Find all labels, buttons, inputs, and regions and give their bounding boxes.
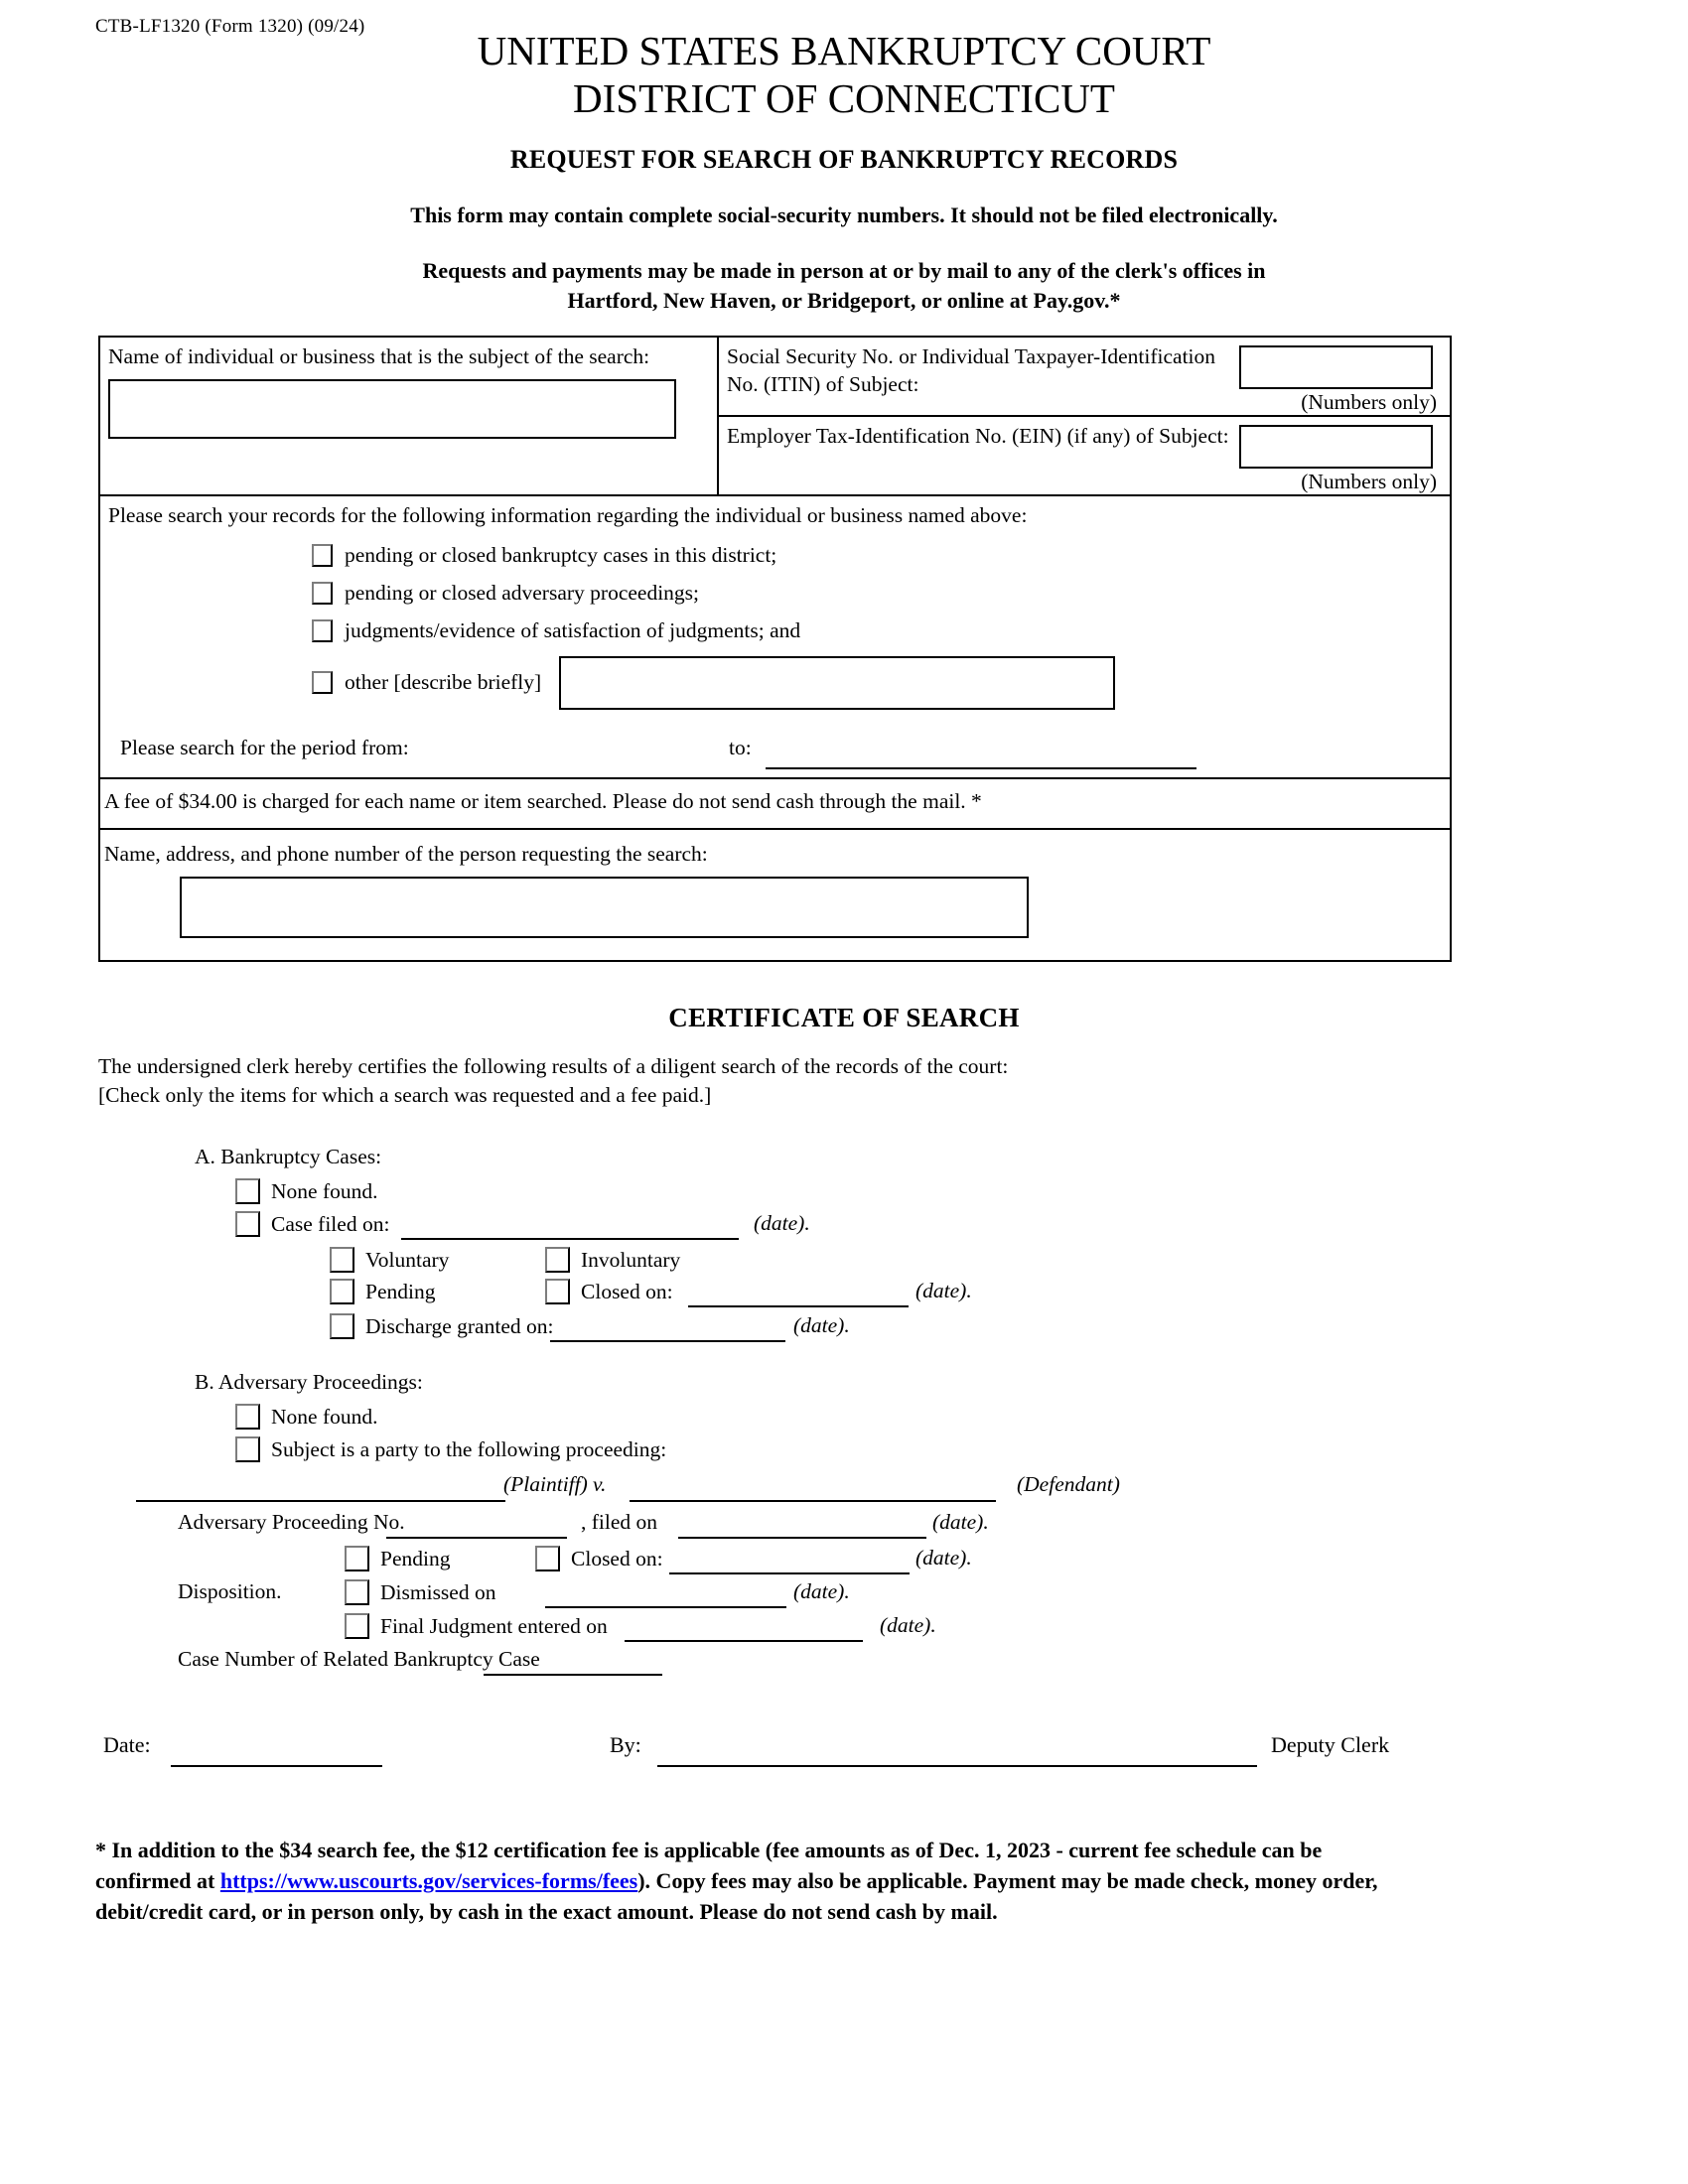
search-period-row: [108, 736, 1450, 777]
section-a-discharge[interactable]: [330, 1313, 553, 1339]
ssn-block: [719, 338, 1450, 417]
checkbox-icon[interactable]: [235, 1404, 260, 1430]
checkbox-icon[interactable]: [330, 1279, 354, 1304]
section-b-filed-on-date-note: (date).: [932, 1510, 989, 1534]
section-b-subject-party-row: [98, 1436, 1459, 1472]
section-b-none-found-row: [98, 1404, 1459, 1436]
section-b-dismissed-on[interactable]: [345, 1579, 495, 1605]
section-b-closed-on-label: Closed on:: [571, 1546, 663, 1570]
search-period-to-label: to:: [729, 735, 752, 759]
checkbox-icon[interactable]: [330, 1247, 354, 1273]
requester-label: Name, address, and phone number of the person requesting the search:: [104, 841, 708, 866]
section-b-adv-proc-row: [98, 1510, 1459, 1546]
section-a-pending[interactable]: [330, 1279, 435, 1304]
subject-tax-ids-cell: [719, 338, 1450, 494]
requester-input[interactable]: [180, 877, 1029, 938]
fee-footnote-part1: * In addition to the $34 search fee, the $12 certification fee is applicable (fee amounts as of Dec. 1, 2023 - current fee schedule can be confirmed at: [95, 1838, 1323, 1894]
section-a-status-row: [98, 1279, 1459, 1313]
section-b-versus: v.: [593, 1472, 607, 1496]
section-a-involuntary-label: Involuntary: [581, 1247, 681, 1272]
section-b-adversary-proceedings: [98, 1370, 1459, 1681]
section-b-none-found[interactable]: [235, 1404, 377, 1430]
search-period-label: Please search for the period from:: [120, 735, 409, 759]
section-b-defendant-input[interactable]: [630, 1500, 996, 1502]
section-b-final-judgment[interactable]: [345, 1613, 608, 1639]
section-b-adv-proc-input[interactable]: [386, 1537, 567, 1539]
section-a-bankruptcy-cases: [98, 1145, 1459, 1347]
section-b-filed-on-input[interactable]: [678, 1537, 926, 1539]
section-a-discharge-label: Discharge granted on:: [365, 1313, 554, 1338]
section-b-pending-label: Pending: [380, 1546, 451, 1570]
checkbox-icon[interactable]: [345, 1546, 369, 1571]
section-b-dismissed-date-input[interactable]: [545, 1606, 786, 1608]
section-b-dismissed-on-label: Dismissed on: [380, 1579, 496, 1604]
checkbox-icon[interactable]: [312, 671, 333, 694]
section-a-discharge-row: [98, 1313, 1459, 1347]
ein-numbers-only-hint: (Numbers only): [1301, 470, 1437, 493]
section-b-defendant-note: (Defendant): [1017, 1472, 1120, 1496]
signature-date-label: Date:: [103, 1732, 151, 1757]
request-title: REQUEST FOR SEARCH OF BANKRUPTCY RECORDS: [509, 144, 1179, 174]
section-a-type-row: [98, 1247, 1459, 1279]
search-option-label: other [describe briefly]: [345, 670, 542, 695]
section-b-plaintiff-note: (Plaintiff): [503, 1472, 588, 1496]
section-b-plaintiff-input[interactable]: [136, 1500, 505, 1502]
section-a-closed-on[interactable]: [545, 1279, 673, 1304]
section-b-none-found-label: None found.: [271, 1404, 378, 1429]
requester-row: [100, 828, 1450, 960]
section-b-heading: B. Adversary Proceedings:: [195, 1370, 423, 1394]
court-title-line1: UNITED STATES BANKRUPTCY COURT: [477, 28, 1211, 73]
ssn-numbers-only-hint: (Numbers only): [1301, 390, 1437, 414]
checkbox-icon[interactable]: [312, 619, 333, 642]
section-b-closed-date-note: (date).: [915, 1546, 972, 1570]
deputy-clerk-label: Deputy Clerk: [1271, 1732, 1390, 1757]
search-options-row: [100, 494, 1450, 777]
section-b-closed-on[interactable]: [535, 1546, 663, 1571]
ssn-label: Social Security No. or Individual Taxpayer-Identification No. (ITIN) of Subject:: [727, 344, 1216, 396]
fee-schedule-link[interactable]: https://www.uscourts.gov/services-forms/fees: [219, 1868, 638, 1894]
search-option-label: pending or closed bankruptcy cases in this district;: [345, 542, 777, 567]
notice-electronic-filing: This form may contain complete social-security numbers. It should not be filed electronically.: [410, 202, 1278, 227]
section-b-filed-on-label: , filed on: [581, 1510, 658, 1534]
subject-name-cell: [100, 338, 719, 494]
checkbox-icon[interactable]: [235, 1211, 260, 1237]
notice-payment-line2: Hartford, New Haven, or Bridgeport, or online at Pay.gov.*: [567, 287, 1121, 313]
signature-by-label: By:: [610, 1732, 641, 1757]
form-code: CTB-LF1320 (Form 1320) (09/24): [95, 16, 365, 37]
section-a-none-found-label: None found.: [271, 1178, 378, 1203]
section-a-case-filed[interactable]: [235, 1211, 389, 1237]
section-b-subject-party[interactable]: [235, 1436, 666, 1462]
section-b-final-judgment-date-input[interactable]: [625, 1640, 863, 1642]
section-a-case-filed-date-input[interactable]: [401, 1238, 739, 1240]
section-a-case-filed-label: Case filed on:: [271, 1211, 390, 1236]
request-form-table: [98, 336, 1452, 962]
signature-row: [98, 1732, 1459, 1782]
section-a-involuntary[interactable]: [545, 1247, 680, 1273]
ein-input-wrap: [1235, 417, 1450, 494]
search-option-other[interactable]: [108, 656, 1450, 710]
checkbox-icon[interactable]: [535, 1546, 560, 1571]
checkbox-icon[interactable]: [235, 1436, 260, 1462]
section-b-final-judgment-date-note: (date).: [880, 1613, 936, 1637]
subject-name-label: Name of individual or business that is the subject of the search:: [108, 344, 650, 368]
ein-input[interactable]: [1239, 425, 1433, 469]
section-b-status-row: [98, 1546, 1459, 1579]
section-a-closed-on-label: Closed on:: [581, 1279, 673, 1303]
search-option-bankruptcy-cases[interactable]: [108, 543, 1450, 568]
search-option-adversary-proceedings[interactable]: [108, 581, 1450, 606]
section-b-adv-proc-label: Adversary Proceeding No.: [178, 1510, 405, 1534]
section-b-final-judgment-label: Final Judgment entered on: [380, 1613, 608, 1638]
other-description-input[interactable]: [559, 656, 1115, 710]
subject-identification-row: [100, 338, 1450, 494]
section-a-heading: A. Bankruptcy Cases:: [195, 1145, 382, 1168]
checkbox-icon[interactable]: [345, 1579, 369, 1605]
checkbox-icon[interactable]: [312, 582, 333, 605]
section-a-voluntary[interactable]: [330, 1247, 449, 1273]
section-a-pending-label: Pending: [365, 1279, 436, 1303]
search-option-judgments[interactable]: [108, 618, 1450, 643]
section-b-subject-party-label: Subject is a party to the following proceeding:: [271, 1436, 667, 1461]
certificate-intro-line2: [Check only the items for which a search was requested and a fee paid.]: [98, 1083, 712, 1108]
ssn-input-wrap: [1235, 338, 1450, 415]
section-b-closed-date-input[interactable]: [669, 1572, 910, 1574]
section-b-parties-row: [98, 1472, 1459, 1510]
section-a-discharge-date-note: (date).: [793, 1313, 850, 1337]
section-a-none-found-row: [98, 1178, 1459, 1211]
checkbox-icon[interactable]: [330, 1313, 354, 1339]
notice-payment: [0, 256, 1688, 315]
section-a-none-found[interactable]: [235, 1178, 377, 1204]
section-b-related-case-row: [98, 1647, 1459, 1681]
subject-name-input[interactable]: [108, 379, 676, 439]
notice-payment-line1: Requests and payments may be made in person at or by mail to any of the clerk's offices in: [422, 257, 1266, 283]
section-a-case-filed-date-note: (date).: [754, 1211, 810, 1235]
ssn-input[interactable]: [1239, 345, 1433, 389]
section-a-case-filed-row: [98, 1211, 1459, 1247]
section-b-pending[interactable]: [345, 1546, 450, 1571]
court-title-line2: DISTRICT OF CONNECTICUT: [573, 74, 1115, 121]
section-b-related-case-label: Case Number of Related Bankruptcy Case: [178, 1647, 540, 1671]
fee-notice-row: [100, 777, 1450, 828]
section-b-final-judgment-row: [98, 1613, 1459, 1647]
fee-footnote: [95, 1835, 1386, 1928]
search-option-label: judgments/evidence of satisfaction of judgments; and: [345, 617, 801, 642]
checkbox-icon[interactable]: [545, 1279, 570, 1304]
section-a-voluntary-label: Voluntary: [365, 1247, 450, 1272]
signature-by-input[interactable]: [657, 1765, 1257, 1767]
signature-date-input[interactable]: [171, 1765, 382, 1767]
section-b-disposition-label: Disposition.: [178, 1579, 282, 1603]
fee-notice-text: A fee of $34.00 is charged for each name or item searched. Please do not send cash through the mail. *: [104, 788, 982, 813]
fee-footnote-part2: ). Copy fees may also be applicable. Payment may be made check, money order, debit/credit card, or in person only, by cash in the exact amount. Please do not send cash by mail.: [95, 1868, 1378, 1925]
section-a-discharge-date-input[interactable]: [550, 1340, 785, 1342]
checkbox-icon[interactable]: [235, 1178, 260, 1204]
checkbox-icon[interactable]: [312, 544, 333, 567]
search-option-label: pending or closed adversary proceedings;: [345, 580, 700, 605]
search-period-to-input[interactable]: [766, 767, 1196, 769]
ein-block: [719, 417, 1450, 494]
ein-label: Employer Tax-Identification No. (EIN) (if any) of Subject:: [727, 424, 1229, 448]
section-b-dismissed-date-note: (date).: [793, 1579, 850, 1603]
certificate-title: CERTIFICATE OF SEARCH: [668, 1003, 1020, 1032]
certificate-intro-line1: The undersigned clerk hereby certifies the following results of a diligent search of the records of the court:: [98, 1054, 1009, 1078]
certificate-intro: [98, 1052, 1008, 1110]
section-a-closed-date-input[interactable]: [688, 1305, 909, 1307]
checkbox-icon[interactable]: [345, 1613, 369, 1639]
section-b-related-case-input[interactable]: [484, 1674, 662, 1676]
section-a-closed-date-note: (date).: [915, 1279, 972, 1302]
search-intro-text: Please search your records for the following information regarding the individual or business named above:: [108, 503, 1028, 527]
section-b-dismissed-row: [98, 1579, 1459, 1613]
checkbox-icon[interactable]: [545, 1247, 570, 1273]
